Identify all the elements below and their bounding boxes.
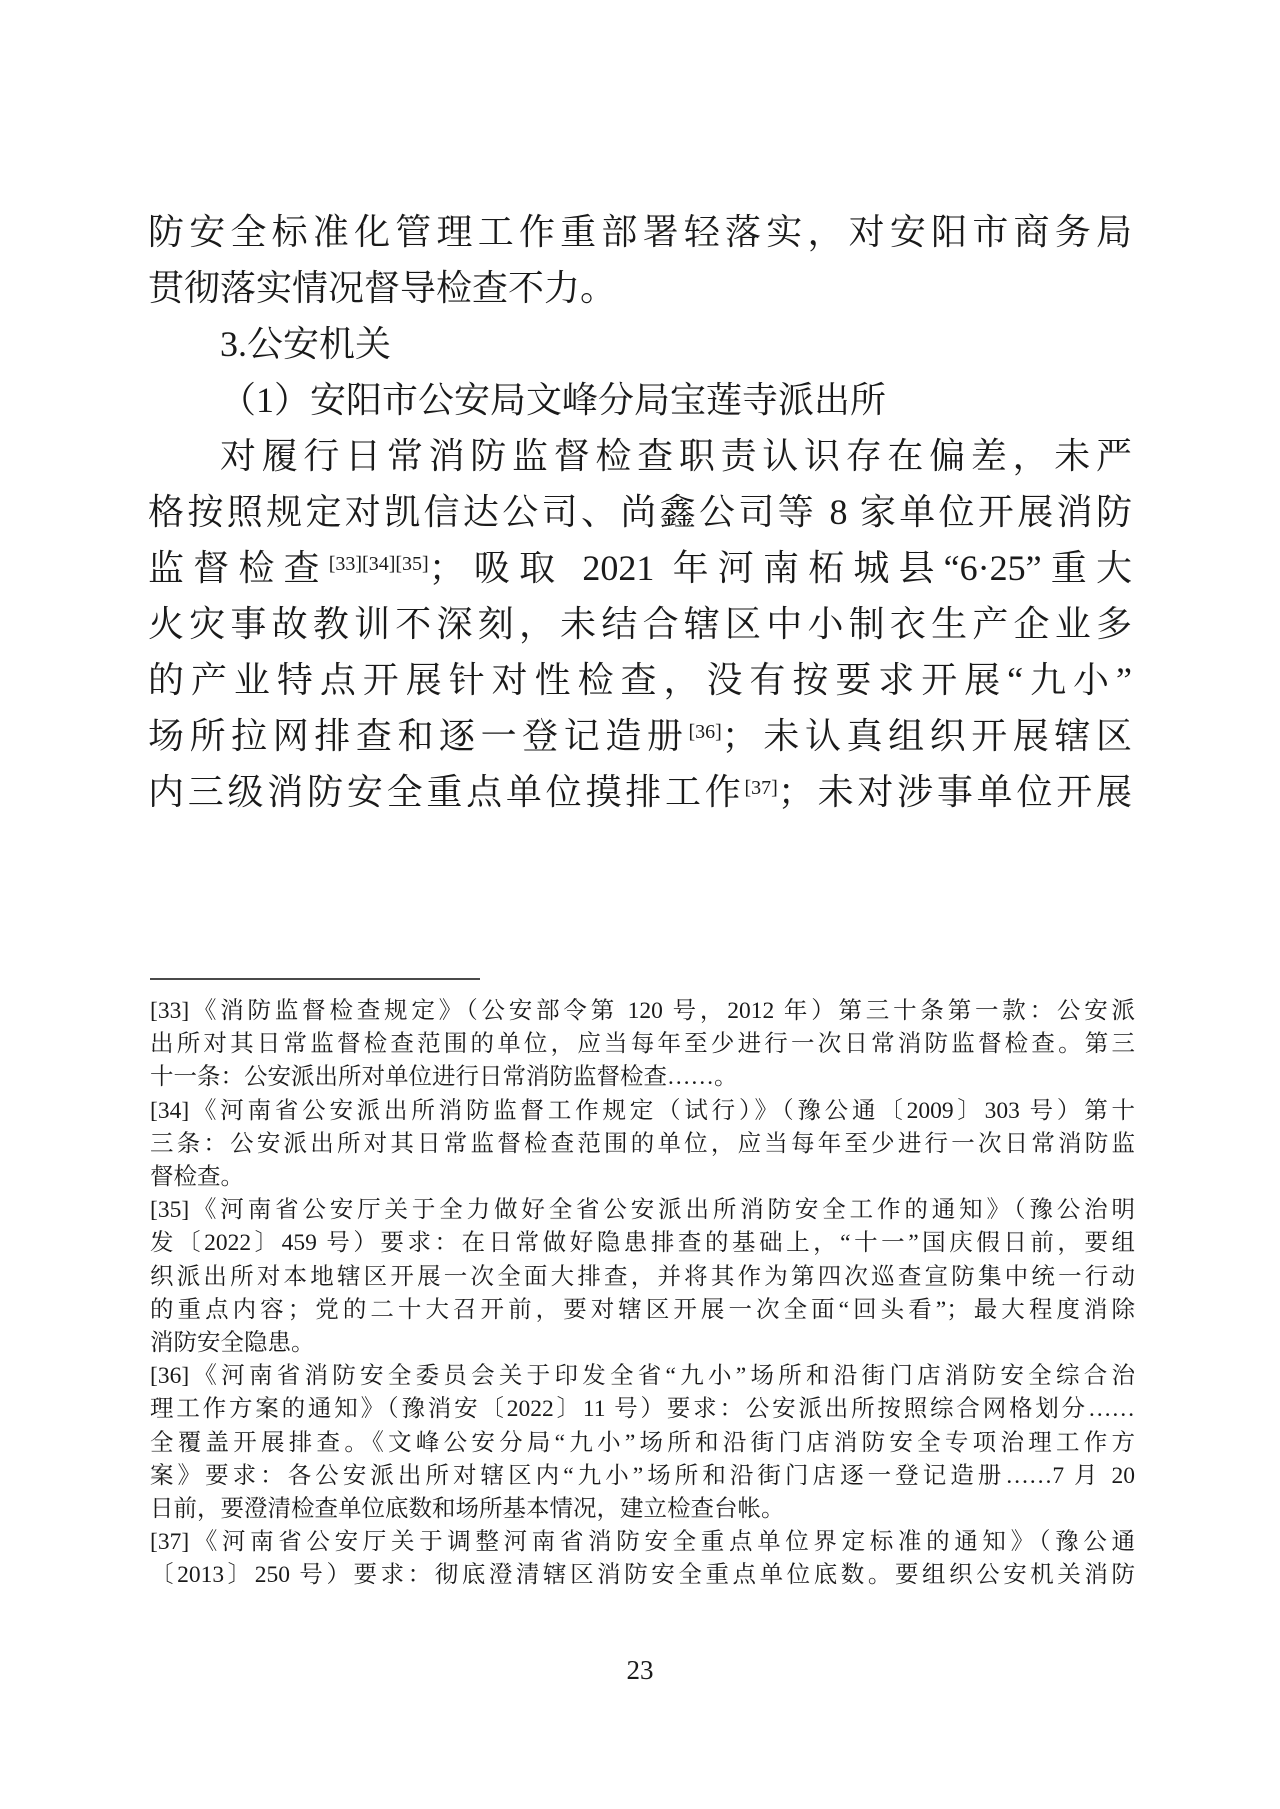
body-text-line <box>148 596 1132 652</box>
body-text-segment: 防安全标准化管理工作重部署轻落实，对安阳市商务局 <box>148 212 1132 252</box>
footnote-line: 督检查。 <box>150 1164 244 1191</box>
body-text-segment: 3.公安机关 <box>220 324 392 364</box>
footnotes <box>150 995 1135 1593</box>
body-text-segment: 的产业特点开展针对性检查，没有按要求开展“九小” <box>148 660 1132 700</box>
footnote-line: [37]《河南省公安厅关于调整河南省消防安全重点单位界定标准的通知》（豫公通 <box>150 1529 1135 1556</box>
footnote-line: 十一条：公安派出所对单位进行日常消防监督检查……。 <box>150 1064 738 1091</box>
body-text-line <box>148 708 1132 764</box>
body-text-line <box>148 484 1132 540</box>
footnote-reference-superscript: [33][34][35] <box>328 553 429 575</box>
body-text-segment: ；未认真组织开展辖区 <box>721 716 1132 756</box>
footnote-line: 发〔2022〕459 号）要求：在日常做好隐患排查的基础上，“十一”国庆假日前，要组 <box>150 1230 1135 1257</box>
body-text-segment: ；吸取 2021 年河南柘城县“6·25”重大 <box>428 548 1132 588</box>
body-text-segment: ；未对涉事单位开展 <box>777 772 1132 812</box>
footnote-line: 案》要求：各公安派出所对辖区内“九小”场所和沿街门店逐一登记造册……7 月 20 <box>150 1462 1135 1489</box>
footnote-line: 织派出所对本地辖区开展一次全面大排查，并将其作为第四次巡查宣防集中统一行动 <box>150 1263 1135 1290</box>
footnote-line: 全覆盖开展排查。《文峰公安分局“九小”场所和沿街门店消防安全专项治理工作方 <box>150 1429 1135 1456</box>
body-text-line <box>148 652 1132 708</box>
body-text-segment: 格按照规定对凯信达公司、尚鑫公司等 8 家单位开展消防 <box>148 492 1132 532</box>
footnote-35 <box>150 1194 1135 1360</box>
footnote-line: [35]《河南省公安厅关于全力做好全省公安派出所消防安全工作的通知》（豫公治明 <box>150 1197 1135 1224</box>
footnote-separator <box>150 978 480 980</box>
body-text-segment: 贯彻落实情况督导检查不力。 <box>148 268 617 308</box>
footnote-reference-superscript: [37] <box>744 777 778 799</box>
body-text-line <box>148 764 1132 820</box>
footnote-34 <box>150 1095 1135 1195</box>
footnote-line: [34]《河南省公安派出所消防监督工作规定（试行）》（豫公通〔2009〕303 号）第十 <box>150 1097 1135 1124</box>
footnote-line: [36]《河南省消防安全委员会关于印发全省“九小”场所和沿街门店消防安全综合治 <box>150 1363 1135 1390</box>
footnote-line: 三条：公安派出所对其日常监督检查范围的单位，应当每年至少进行一次日常消防监 <box>150 1130 1135 1157</box>
body-text-line <box>148 428 1132 484</box>
footnote-line: 出所对其日常监督检查范围的单位，应当每年至少进行一次日常消防监督检查。第三 <box>150 1031 1135 1058</box>
body-text-line <box>148 540 1132 596</box>
footnote-line: 〔2013〕250 号）要求：彻底澄清辖区消防安全重点单位底数。要组织公安机关消防 <box>150 1562 1135 1589</box>
page-number: 23 <box>626 1655 654 1685</box>
body-text-segment: 场所拉网排查和逐一登记造册 <box>148 716 689 756</box>
body-text-line <box>148 260 1132 316</box>
body-text-segment: （1）安阳市公安局文峰分局宝莲寺派出所 <box>220 380 887 420</box>
footnote-37 <box>150 1526 1135 1592</box>
body-text-segment: 火灾事故教训不深刻，未结合辖区中小制衣生产企业多 <box>148 604 1132 644</box>
body-text-line <box>148 204 1132 260</box>
footnote-line: 日前，要澄清检查单位底数和场所基本情况，建立检查台帐。 <box>150 1496 785 1523</box>
footnote-36 <box>150 1360 1135 1526</box>
body-text-line <box>148 372 1132 428</box>
footnote-line: 的重点内容；党的二十大召开前，要对辖区开展一次全面“回头看”；最大程度消除 <box>150 1296 1135 1323</box>
body-text-line <box>148 316 1132 372</box>
footnote-33 <box>150 995 1135 1095</box>
footnote-line: 消防安全隐患。 <box>150 1330 315 1357</box>
main-text <box>148 204 1132 820</box>
footnote-line: 理工作方案的通知》（豫消安〔2022〕11 号）要求：公安派出所按照综合网格划分…… <box>150 1396 1135 1423</box>
footnote-reference-superscript: [36] <box>688 721 722 743</box>
footnote-line: [33]《消防监督检查规定》（公安部令第 120 号，2012 年）第三十条第一款：公安派 <box>150 998 1135 1024</box>
body-text-segment: 内三级消防安全重点单位摸排工作 <box>148 772 745 812</box>
body-text-segment: 对履行日常消防监督检查职责认识存在偏差，未严 <box>220 436 1132 476</box>
body-text-segment: 监督检查 <box>148 548 329 588</box>
